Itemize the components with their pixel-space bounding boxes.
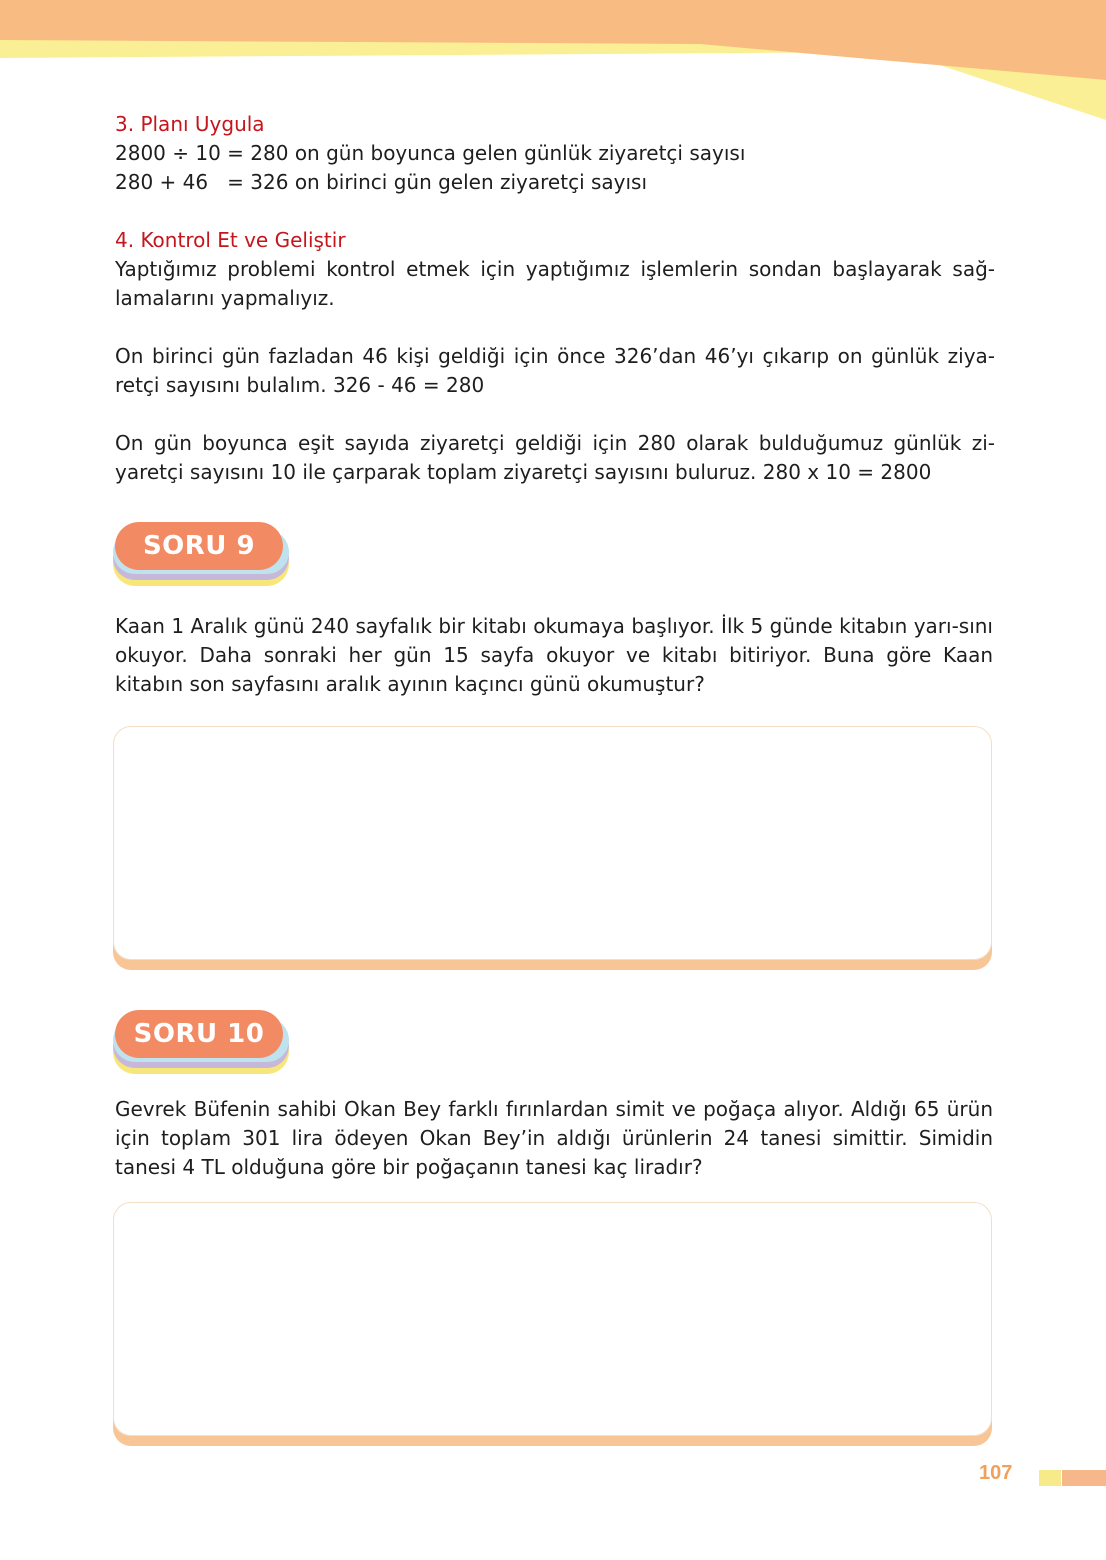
question9-badge-label: SORU 9 (115, 522, 283, 570)
check-paragraph-1: Yaptığımız problemi kontrol etmek için yaptığımız işlemlerin sondan başlayarak sağ-lamalarını yapmalıyız. (115, 257, 995, 310)
calc-line-1: 2800 ÷ 10 = 280 on gün boyunca gelen günlük ziyaretçi sayısı (115, 141, 746, 165)
question10-text: Gevrek Büfenin sahibi Okan Bey farklı fırınlardan simit ve poğaça alıyor. Aldığı 65 ürün için toplam 301 lira ödeyen Okan Bey’in aldığı ürünlerin 24 tanesi simittir. Simidin tanesi 4 TL olduğuna göre bir poğaçanın tanesi kaç liradır? (115, 1097, 993, 1179)
section3-heading: 3. Planı Uygula (115, 112, 265, 136)
page-number: 107 (979, 1462, 1013, 1484)
question10-badge (113, 1010, 289, 1080)
check-paragraph-2: On birinci gün fazladan 46 kişi geldiği için önce 326’dan 46’yı çıkarıp on günlük ziya-retçi sayısını bulalım. 326 - 46 = 280 (115, 344, 995, 397)
page-number-yellow-bar (1039, 1470, 1061, 1486)
question10-badge-label: SORU 10 (115, 1010, 283, 1058)
question10-answer-box[interactable] (113, 1202, 992, 1436)
calc-line-2: 280 + 46 = 326 on birinci gün gelen ziyaretçi sayısı (115, 170, 648, 194)
section4-heading: 4. Kontrol Et ve Geliştir (115, 228, 346, 252)
question9-answer-box[interactable] (113, 726, 992, 960)
question9-text: Kaan 1 Aralık günü 240 sayfalık bir kitabı okumaya başlıyor. İlk 5 günde kitabın yarı-sını okuyor. Daha sonraki her gün 15 sayfa okuyor ve kitabı bitiriyor. Buna göre Kaan kitabın son sayfasını aralık ayının kaçıncı günü okumuştur? (115, 614, 993, 696)
question9-badge (113, 522, 289, 592)
page-number-orange-bar (1062, 1470, 1106, 1486)
check-paragraph-3: On gün boyunca eşit sayıda ziyaretçi geldiği için 280 olarak bulduğumuz günlük zi-yaretçi sayısını 10 ile çarparak toplam ziyaretçi sayısını buluruz. 280 x 10 = 2800 (115, 431, 995, 484)
solution-text (115, 110, 995, 487)
